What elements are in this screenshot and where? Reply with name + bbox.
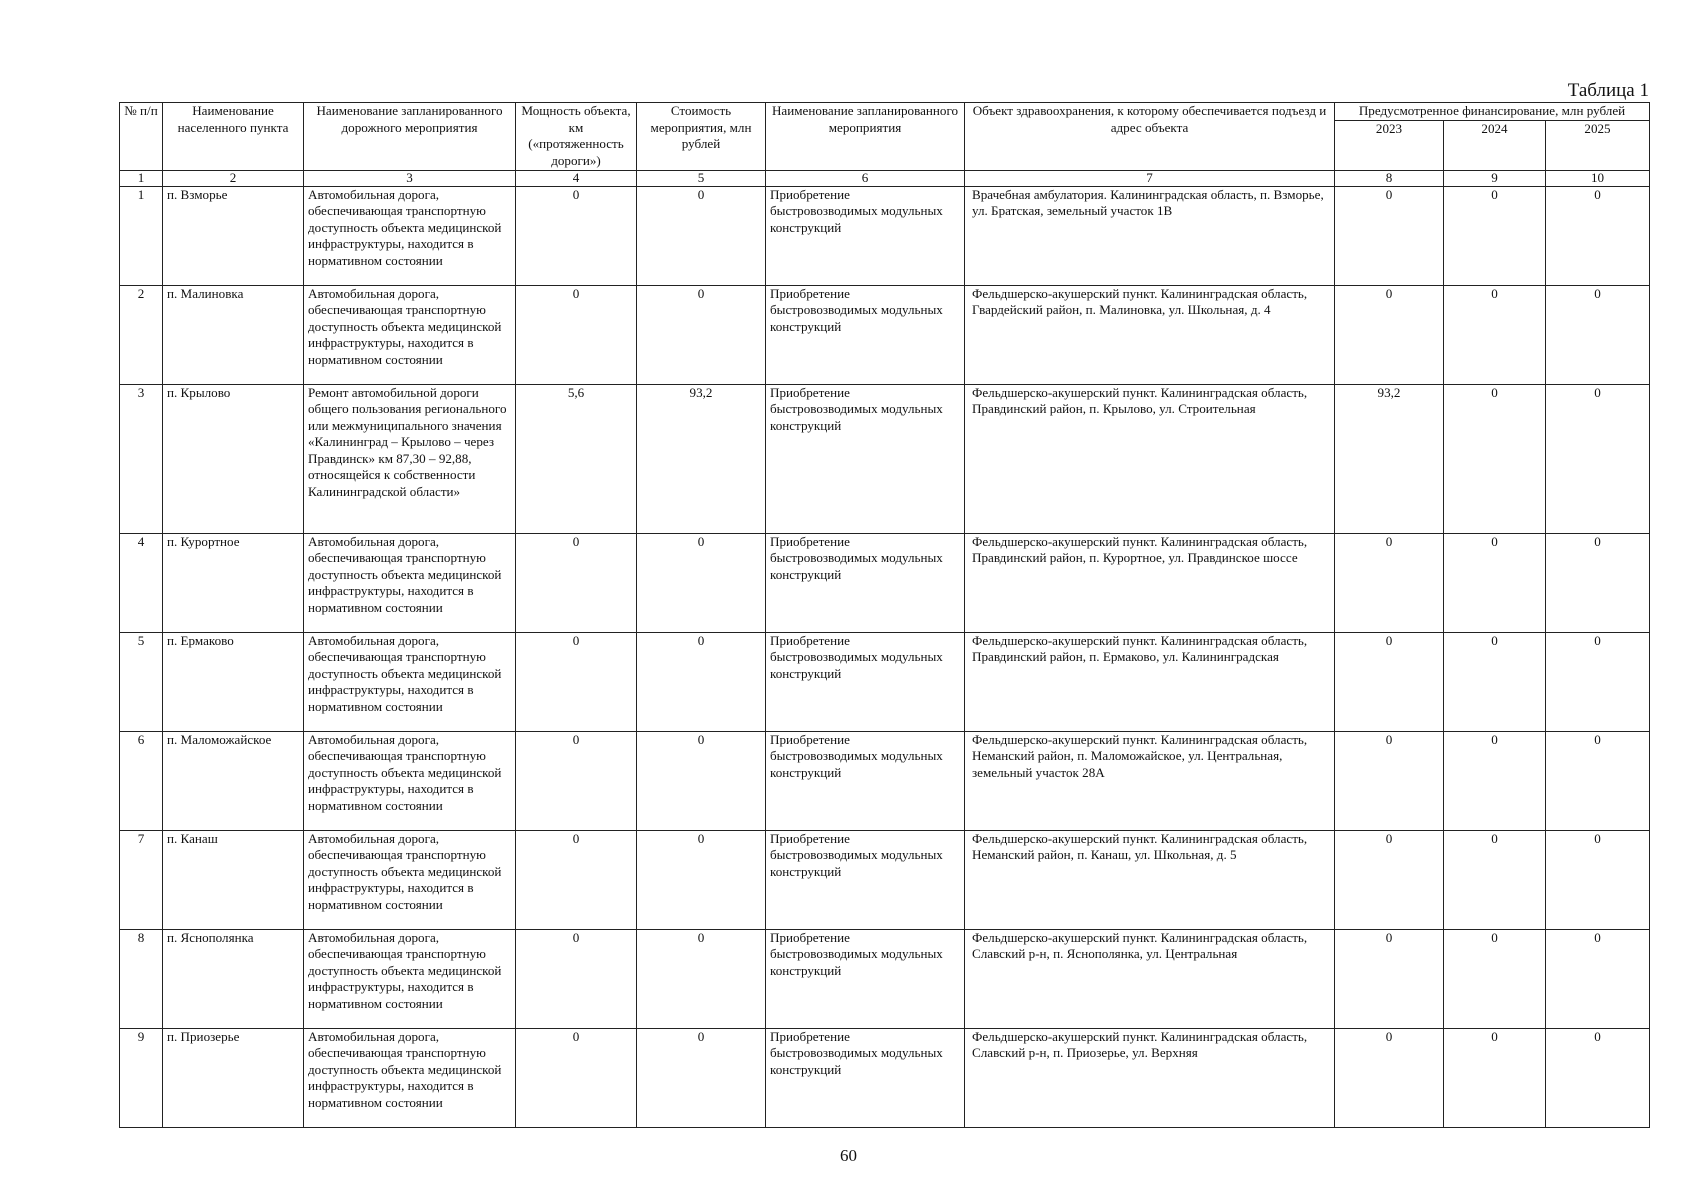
column-number: 9	[1444, 170, 1546, 186]
row-capacity: 0	[516, 1028, 637, 1127]
row-road-event: Ремонт автомобильной дороги общего пользования регионального или межмуниципального значения «Калининград – Крылово – через Правдинск» км 87,30 – 92,88, относящейся к собственности Калининградской области»	[304, 384, 516, 533]
header-year-2023: 2023	[1335, 120, 1444, 170]
column-number: 10	[1546, 170, 1650, 186]
row-cost: 0	[637, 830, 766, 929]
row-health-object: Фельдшерско-акушерский пункт. Калининградская область, Правдинский район, п. Ермаково, ул. Калининградская	[965, 632, 1335, 731]
column-number: 1	[120, 170, 163, 186]
row-road-event: Автомобильная дорога, обеспечивающая транспортную доступность объекта медицинской инфраструктуры, находится в нормативном состоянии	[304, 285, 516, 384]
table-row	[120, 533, 1650, 632]
row-settlement: п. Ермаково	[163, 632, 304, 731]
row-health-object: Фельдшерско-акушерский пункт. Калининградская область, Правдинский район, п. Крылово, ул. Строительная	[965, 384, 1335, 533]
column-number: 2	[163, 170, 304, 186]
row-capacity: 0	[516, 632, 637, 731]
table-row	[120, 285, 1650, 384]
row-cost: 93,2	[637, 384, 766, 533]
column-number: 3	[304, 170, 516, 186]
row-funding-2024: 0	[1444, 384, 1546, 533]
row-capacity: 0	[516, 285, 637, 384]
row-num: 2	[120, 285, 163, 384]
table-row	[120, 632, 1650, 731]
row-road-event: Автомобильная дорога, обеспечивающая транспортную доступность объекта медицинской инфраструктуры, находится в нормативном состоянии	[304, 830, 516, 929]
table-row	[120, 830, 1650, 929]
row-capacity: 0	[516, 186, 637, 285]
row-num: 5	[120, 632, 163, 731]
row-capacity: 0	[516, 830, 637, 929]
row-funding-2024: 0	[1444, 533, 1546, 632]
row-funding-2023: 0	[1335, 929, 1444, 1028]
header-planned-event: Наименование запланированного мероприятия	[766, 103, 965, 171]
header-year-2024: 2024	[1444, 120, 1546, 170]
row-settlement: п. Маломожайское	[163, 731, 304, 830]
row-num: 6	[120, 731, 163, 830]
row-planned-event: Приобретение быстровозводимых модульных конструкций	[766, 285, 965, 384]
row-funding-2023: 0	[1335, 830, 1444, 929]
header-funding: Предусмотренное финансирование, млн рублей	[1335, 103, 1650, 121]
row-cost: 0	[637, 1028, 766, 1127]
row-health-object: Фельдшерско-акушерский пункт. Калининградская область, Неманский район, п. Маломожайское, ул. Центральная, земельный участок 28А	[965, 731, 1335, 830]
row-settlement: п. Малиновка	[163, 285, 304, 384]
row-num: 3	[120, 384, 163, 533]
header-settlement: Наименование населенного пункта	[163, 103, 304, 171]
row-settlement: п. Приозерье	[163, 1028, 304, 1127]
row-funding-2024: 0	[1444, 1028, 1546, 1127]
column-number: 5	[637, 170, 766, 186]
row-cost: 0	[637, 285, 766, 384]
row-road-event: Автомобильная дорога, обеспечивающая транспортную доступность объекта медицинской инфраструктуры, находится в нормативном состоянии	[304, 533, 516, 632]
row-funding-2025: 0	[1546, 632, 1650, 731]
row-road-event: Автомобильная дорога, обеспечивающая транспортную доступность объекта медицинской инфраструктуры, находится в нормативном состоянии	[304, 632, 516, 731]
row-num: 9	[120, 1028, 163, 1127]
row-num: 7	[120, 830, 163, 929]
header-road-event: Наименование запланированного дорожного мероприятия	[304, 103, 516, 171]
row-cost: 0	[637, 731, 766, 830]
row-funding-2025: 0	[1546, 384, 1650, 533]
row-capacity: 5,6	[516, 384, 637, 533]
row-funding-2024: 0	[1444, 929, 1546, 1028]
row-funding-2025: 0	[1546, 533, 1650, 632]
row-funding-2023: 0	[1335, 186, 1444, 285]
funding-table	[119, 102, 1650, 1128]
row-funding-2025: 0	[1546, 186, 1650, 285]
row-funding-2025: 0	[1546, 1028, 1650, 1127]
row-settlement: п. Взморье	[163, 186, 304, 285]
header-cost: Стоимость мероприятия, млн рублей	[637, 103, 766, 171]
table-row	[120, 731, 1650, 830]
page-number: 60	[840, 1146, 857, 1165]
row-health-object: Фельдшерско-акушерский пункт. Калининградская область, Славский р-н, п. Яснополянка, ул. Центральная	[965, 929, 1335, 1028]
row-funding-2023: 0	[1335, 533, 1444, 632]
row-health-object: Врачебная амбулатория. Калининградская область, п. Взморье, ул. Братская, земельный участок 1В	[965, 186, 1335, 285]
row-funding-2024: 0	[1444, 186, 1546, 285]
table-row	[120, 186, 1650, 285]
row-health-object: Фельдшерско-акушерский пункт. Калининградская область, Славский р-н, п. Приозерье, ул. Верхняя	[965, 1028, 1335, 1127]
row-funding-2025: 0	[1546, 830, 1650, 929]
row-health-object: Фельдшерско-акушерский пункт. Калининградская область, Гвардейский район, п. Малиновка, ул. Школьная, д. 4	[965, 285, 1335, 384]
row-funding-2023: 0	[1335, 731, 1444, 830]
row-planned-event: Приобретение быстровозводимых модульных конструкций	[766, 830, 965, 929]
column-number-row	[120, 170, 1650, 186]
row-settlement: п. Яснополянка	[163, 929, 304, 1028]
row-funding-2023: 0	[1335, 632, 1444, 731]
row-funding-2023: 0	[1335, 1028, 1444, 1127]
row-planned-event: Приобретение быстровозводимых модульных конструкций	[766, 929, 965, 1028]
row-health-object: Фельдшерско-акушерский пункт. Калининградская область, Правдинский район, п. Курортное, ул. Правдинское шоссе	[965, 533, 1335, 632]
row-funding-2025: 0	[1546, 731, 1650, 830]
column-number: 8	[1335, 170, 1444, 186]
row-health-object: Фельдшерско-акушерский пункт. Калининградская область, Неманский район, п. Канаш, ул. Школьная, д. 5	[965, 830, 1335, 929]
row-settlement: п. Курортное	[163, 533, 304, 632]
row-funding-2023: 0	[1335, 285, 1444, 384]
row-road-event: Автомобильная дорога, обеспечивающая транспортную доступность объекта медицинской инфраструктуры, находится в нормативном состоянии	[304, 1028, 516, 1127]
row-funding-2024: 0	[1444, 285, 1546, 384]
row-num: 4	[120, 533, 163, 632]
row-cost: 0	[637, 533, 766, 632]
table-row	[120, 1028, 1650, 1127]
row-funding-2024: 0	[1444, 830, 1546, 929]
row-capacity: 0	[516, 731, 637, 830]
header-year-2025: 2025	[1546, 120, 1650, 170]
header-capacity: Мощность объекта, км («протяженность дороги»)	[516, 103, 637, 171]
column-number: 7	[965, 170, 1335, 186]
table-caption: Таблица 1	[1567, 80, 1649, 101]
row-road-event: Автомобильная дорога, обеспечивающая транспортную доступность объекта медицинской инфраструктуры, находится в нормативном состоянии	[304, 186, 516, 285]
row-funding-2023: 93,2	[1335, 384, 1444, 533]
column-number: 4	[516, 170, 637, 186]
row-funding-2024: 0	[1444, 632, 1546, 731]
row-planned-event: Приобретение быстровозводимых модульных конструкций	[766, 533, 965, 632]
header-num: № п/п	[120, 103, 163, 171]
row-cost: 0	[637, 186, 766, 285]
row-planned-event: Приобретение быстровозводимых модульных конструкций	[766, 632, 965, 731]
row-planned-event: Приобретение быстровозводимых модульных конструкций	[766, 384, 965, 533]
row-planned-event: Приобретение быстровозводимых модульных конструкций	[766, 731, 965, 830]
row-planned-event: Приобретение быстровозводимых модульных конструкций	[766, 186, 965, 285]
table-row	[120, 929, 1650, 1028]
row-road-event: Автомобильная дорога, обеспечивающая транспортную доступность объекта медицинской инфраструктуры, находится в нормативном состоянии	[304, 731, 516, 830]
table-row	[120, 384, 1650, 533]
row-planned-event: Приобретение быстровозводимых модульных конструкций	[766, 1028, 965, 1127]
row-cost: 0	[637, 632, 766, 731]
row-funding-2025: 0	[1546, 285, 1650, 384]
header-health-object: Объект здравоохранения, к которому обеспечивается подъезд и адрес объекта	[965, 103, 1335, 171]
row-settlement: п. Крылово	[163, 384, 304, 533]
row-capacity: 0	[516, 533, 637, 632]
row-settlement: п. Канаш	[163, 830, 304, 929]
row-capacity: 0	[516, 929, 637, 1028]
row-funding-2024: 0	[1444, 731, 1546, 830]
row-num: 8	[120, 929, 163, 1028]
row-funding-2025: 0	[1546, 929, 1650, 1028]
row-num: 1	[120, 186, 163, 285]
row-road-event: Автомобильная дорога, обеспечивающая транспортную доступность объекта медицинской инфраструктуры, находится в нормативном состоянии	[304, 929, 516, 1028]
column-number: 6	[766, 170, 965, 186]
row-cost: 0	[637, 929, 766, 1028]
